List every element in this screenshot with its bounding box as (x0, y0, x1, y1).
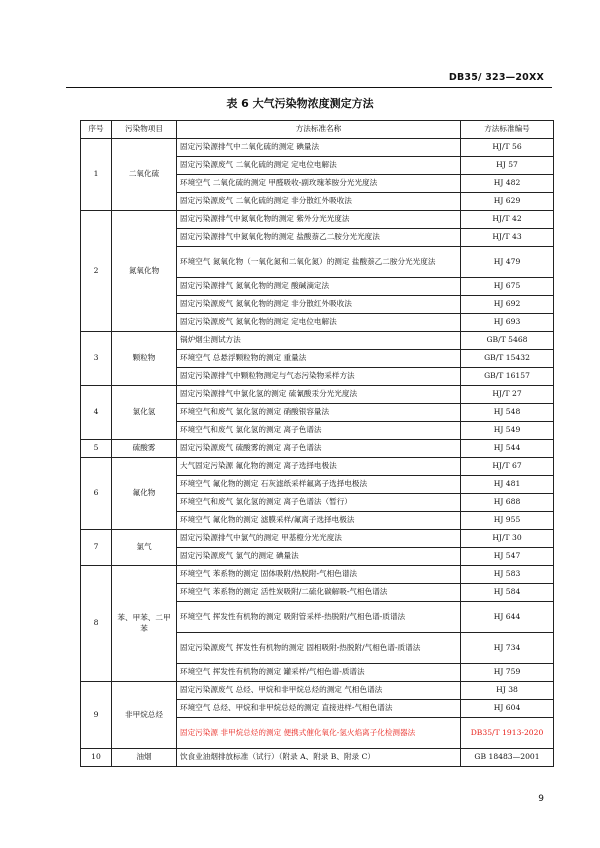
method-name: 固定污染源废气 氮氧化物的测定 非分散红外吸收法 (177, 296, 461, 314)
row-number: 6 (81, 458, 112, 530)
method-code: HJ/T 43 (461, 229, 554, 247)
method-code: GB 18483—2001 (461, 749, 554, 767)
method-code: DB35/T 1913-2020 (461, 718, 554, 749)
table-row (81, 530, 554, 548)
method-code: HJ 644 (461, 602, 554, 633)
method-code: HJ/T 67 (461, 458, 554, 476)
pollutant-name: 非甲烷总烃 (112, 682, 177, 749)
method-code: HJ/T 30 (461, 530, 554, 548)
header-rule (66, 87, 552, 88)
pollutant-name: 油烟 (112, 749, 177, 767)
table-row (81, 749, 554, 767)
method-code: HJ 547 (461, 548, 554, 566)
row-number: 2 (81, 211, 112, 332)
method-name: 环境空气和废气 氯化氢的测定 硝酸银容量法 (177, 404, 461, 422)
method-code: HJ 57 (461, 157, 554, 175)
method-code: HJ/T 27 (461, 386, 554, 404)
method-name: 环境空气 挥发性有机物的测定 罐采样/气相色谱-质谱法 (177, 664, 461, 682)
method-name: 环境空气 氟化物的测定 石灰滤纸采样氟离子选择电极法 (177, 476, 461, 494)
method-name: 环境空气和废气 氯化氢的测定 离子色谱法（暂行） (177, 494, 461, 512)
method-code: HJ 583 (461, 566, 554, 584)
method-name: 固定污染源废气 二氧化硫的测定 非分散红外吸收法 (177, 193, 461, 211)
method-code: HJ/T 56 (461, 139, 554, 157)
method-name: 大气固定污染源 氟化物的测定 离子选择电极法 (177, 458, 461, 476)
method-code: HJ 675 (461, 278, 554, 296)
row-number: 5 (81, 440, 112, 458)
method-code: HJ 38 (461, 682, 554, 700)
method-code: HJ 734 (461, 633, 554, 664)
row-number: 1 (81, 139, 112, 211)
page-number: 9 (538, 794, 544, 804)
method-code: HJ/T 42 (461, 211, 554, 229)
method-name: 环境空气 苯系物的测定 固体吸附/热脱附-气相色谱法 (177, 566, 461, 584)
method-name: 锅炉烟尘测试方法 (177, 332, 461, 350)
method-name: 环境空气和废气 氯化氢的测定 离子色谱法 (177, 422, 461, 440)
method-code: HJ 692 (461, 296, 554, 314)
table-title: 表 6 大气污染物浓度测定方法 (226, 97, 374, 110)
method-code: HJ 544 (461, 440, 554, 458)
row-number: 8 (81, 566, 112, 682)
method-name: 固定污染源废气 氯气的测定 碘量法 (177, 548, 461, 566)
method-name: 固定污染源 非甲烷总烃的测定 便携式催化氧化-氢火焰离子化检测器法 (177, 718, 461, 749)
pollutant-name: 氯气 (112, 530, 177, 566)
method-name: 固定污染源排气中二氧化硫的测定 碘量法 (177, 139, 461, 157)
pollutant-name: 二氧化硫 (112, 139, 177, 211)
method-code: GB/T 15432 (461, 350, 554, 368)
pollutant-name: 氮氧化物 (112, 211, 177, 332)
column-header-pollutant: 污染物项目 (112, 121, 177, 139)
method-name: 环境空气 二氧化硫的测定 甲醛吸收-副玫瑰苯胺分光光度法 (177, 175, 461, 193)
method-name: 固定污染源废气 硫酸雾的测定 离子色谱法 (177, 440, 461, 458)
table-row (81, 211, 554, 229)
table-row (81, 682, 554, 700)
method-name: 环境空气 总悬浮颗粒物的测定 重量法 (177, 350, 461, 368)
pollutant-name: 氟化物 (112, 458, 177, 530)
method-code: HJ 693 (461, 314, 554, 332)
method-code: HJ 759 (461, 664, 554, 682)
method-name: 固定污染源排气中氮氧化物的测定 紫外分光光度法 (177, 211, 461, 229)
method-code: HJ 688 (461, 494, 554, 512)
method-code: HJ 584 (461, 584, 554, 602)
method-code: HJ 549 (461, 422, 554, 440)
row-number: 10 (81, 749, 112, 767)
table-row (81, 566, 554, 584)
table-row (81, 386, 554, 404)
method-code: HJ 629 (461, 193, 554, 211)
column-header-code: 方法标准编号 (461, 121, 554, 139)
table-header-row (81, 121, 554, 139)
column-header-method: 方法标准名称 (177, 121, 461, 139)
column-header-no: 序号 (81, 121, 112, 139)
method-code: HJ 604 (461, 700, 554, 718)
pollutant-name: 苯、甲苯、二甲苯 (112, 566, 177, 682)
method-name: 固定污染源废气 挥发性有机物的测定 固相吸附-热脱附/气相色谱-质谱法 (177, 633, 461, 664)
method-code: HJ 548 (461, 404, 554, 422)
method-name: 饮食业油烟排放标准（试行）（附录 A、附录 B、附录 C） (177, 749, 461, 767)
method-table (80, 120, 554, 767)
method-name: 固定污染源废气 二氧化硫的测定 定电位电解法 (177, 157, 461, 175)
method-name: 固定污染源废气 氮氧化物的测定 定电位电解法 (177, 314, 461, 332)
method-code: HJ 479 (461, 247, 554, 278)
row-number: 4 (81, 386, 112, 440)
method-name: 环境空气 挥发性有机物的测定 吸附管采样-热脱附/气相色谱-质谱法 (177, 602, 461, 633)
method-name: 环境空气 氟化物的测定 滤膜采样/氟离子选择电极法 (177, 512, 461, 530)
method-name: 固定污染源废气 总烃、甲烷和非甲烷总烃的测定 气相色谱法 (177, 682, 461, 700)
table-row (81, 332, 554, 350)
table-row (81, 139, 554, 157)
document-code: DB35/ 323—20XX (448, 72, 544, 83)
method-code: GB/T 5468 (461, 332, 554, 350)
method-name: 固定污染源排气中颗粒物测定与气态污染物采样方法 (177, 368, 461, 386)
row-number: 3 (81, 332, 112, 386)
row-number: 9 (81, 682, 112, 749)
table-row (81, 440, 554, 458)
method-code: HJ 482 (461, 175, 554, 193)
method-name: 环境空气 氮氧化物（一氧化氮和二氧化氮）的测定 盐酸萘乙二胺分光光度法 (177, 247, 461, 278)
method-name: 环境空气 总烃、甲烷和非甲烷总烃的测定 直接进样-气相色谱法 (177, 700, 461, 718)
pollutant-name: 硫酸雾 (112, 440, 177, 458)
table-body (81, 139, 554, 767)
method-code: GB/T 16157 (461, 368, 554, 386)
method-name: 环境空气 苯系物的测定 活性炭吸附/二硫化碳解吸-气相色谱法 (177, 584, 461, 602)
method-code: HJ 481 (461, 476, 554, 494)
method-name: 固定污染源排气中氯化氢的测定 硫氰酸汞分光光度法 (177, 386, 461, 404)
pollutant-name: 氯化氢 (112, 386, 177, 440)
pollutant-name: 颗粒物 (112, 332, 177, 386)
method-name: 固定污染源排气中氮氧化物的测定 盐酸萘乙二胺分光光度法 (177, 229, 461, 247)
method-name: 固定污染源排气 氮氧化物的测定 酸碱滴定法 (177, 278, 461, 296)
row-number: 7 (81, 530, 112, 566)
table-row (81, 458, 554, 476)
method-code: HJ 955 (461, 512, 554, 530)
method-name: 固定污染源排气中氯气的测定 甲基橙分光光度法 (177, 530, 461, 548)
